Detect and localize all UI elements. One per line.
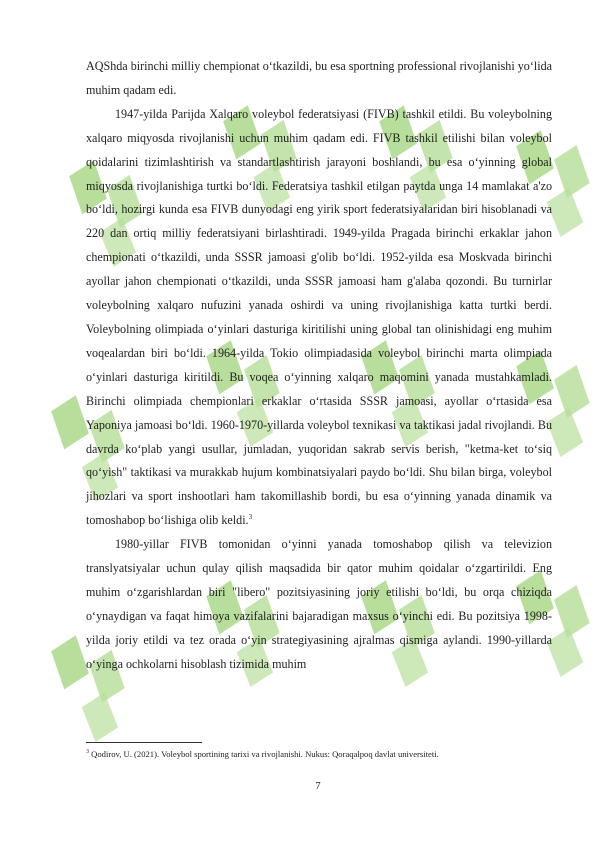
footnote-number: 3: [86, 749, 89, 756]
footnote-separator: [86, 742, 202, 743]
paragraph-2-text: 1947-yilda Parijda Xalqaro voleybol federatsiyasi (FIVB) tashkil etildi. Bu voleybolning xalqaro miqyosda rivojlanishi uchun muhim qadam edi. FIVB tashkil etilishi bilan voleybol qoidalarini tizimlashtirish va standartlashtirish jarayoni boshlandi, bu esa o‘yinning global miqyosda rivojlanishiga turtki bo‘ldi. Federatsiya tashkil etilgan paytda unga 14 mamlakat a'zo bo‘ldi, hozirgi kunda esa FIVB dunyodagi eng yirik sport federatsiyalaridan biri hisoblanadi va 220 dan ortiq milliy federatsiyani birlashtiradi. 1949-yilda Pragada birinchi erkaklar jahon chempionati o‘tkazildi, unda SSSR jamoasi g'olib bo‘ldi. 1952-yilda esa Moskvada birinchi ayollar jahon chempionati o‘tkazildi, unda SSSR jamoasi ham g'alaba qozondi. Bu turnirlar voleybolning xalqaro nufuzini yanada oshirdi va uning rivojlanishiga katta turtki berdi. Voleybolning olimpiada o‘yinlari dasturiga kiritilishi uning global tan olinishidagi eng muhim voqealardan biri bo‘ldi. 1964-yilda Tokio olimpiadasida voleybol birinchi marta olimpiada o‘yinlari dasturiga kiritildi. Bu voqea o‘yinning xalqaro maqomini yanada mustahkamladi. Birinchi olimpiada chempionlari erkaklar o‘rtasida SSSR jamoasi, ayollar o‘rtasida esa Yaponiya jamoasi bo‘ldi. 1960-1970-yillarda voleybol texnikasi va taktikasi jadal rivojlandi. Bu davrda ko‘plab yangi usullar, jumladan, yuqoridan sakrab servis berish, "ketma-ket to‘siq qo‘yish" taktikasi va murakkab hujum kombinatsiyalari paydo bo‘ldi. Shu bilan birga, voleybol jihozlari va sport inshootlari ham takomillashib bordi, bu esa o‘yinning yanada dinamik va tomoshabop bo‘lishiga olib keldi.: [86, 106, 552, 528]
body-text: [86, 55, 552, 677]
footnote-text: Qodirov, U. (2021). Voleybol sportining tarixi va rivojlanishi. Nukus: Qoraqalpoq davlat universiteti.: [91, 749, 439, 759]
footnote: [86, 749, 556, 759]
paragraph-3: 1980-yillar FIVB tomonidan o‘yinni yanada tomoshabop qilish va televizion translyatsiyalar uchun qulay qilish maqsadida bir qator muhim qoidalar o‘zgartirildi. Eng muhim o‘zgarishlardan biri "libero" pozitsiyasining joriy etilishi bo‘ldi, bu orqa chiziqda o‘ynaydigan va faqat himoya vazifalarini bajaradigan maxsus o‘yinchi edi. Bu pozitsiya 1998-yilda joriy etildi va tez orada o‘yin strategiyasining ajralmas qismiga aylandi. 1990-yillarda o‘yinga ochkolarni hisoblash tizimida muhim: [86, 537, 552, 671]
paragraph-2: [86, 103, 552, 533]
page-number: 7: [315, 781, 321, 792]
footnote-reference[interactable]: 3: [248, 513, 253, 522]
paragraph-1: AQShda birinchi milliy chempionat o‘tkazildi, bu esa sportning professional rivojlanishi yo‘lida muhim qadam edi.: [86, 59, 552, 97]
